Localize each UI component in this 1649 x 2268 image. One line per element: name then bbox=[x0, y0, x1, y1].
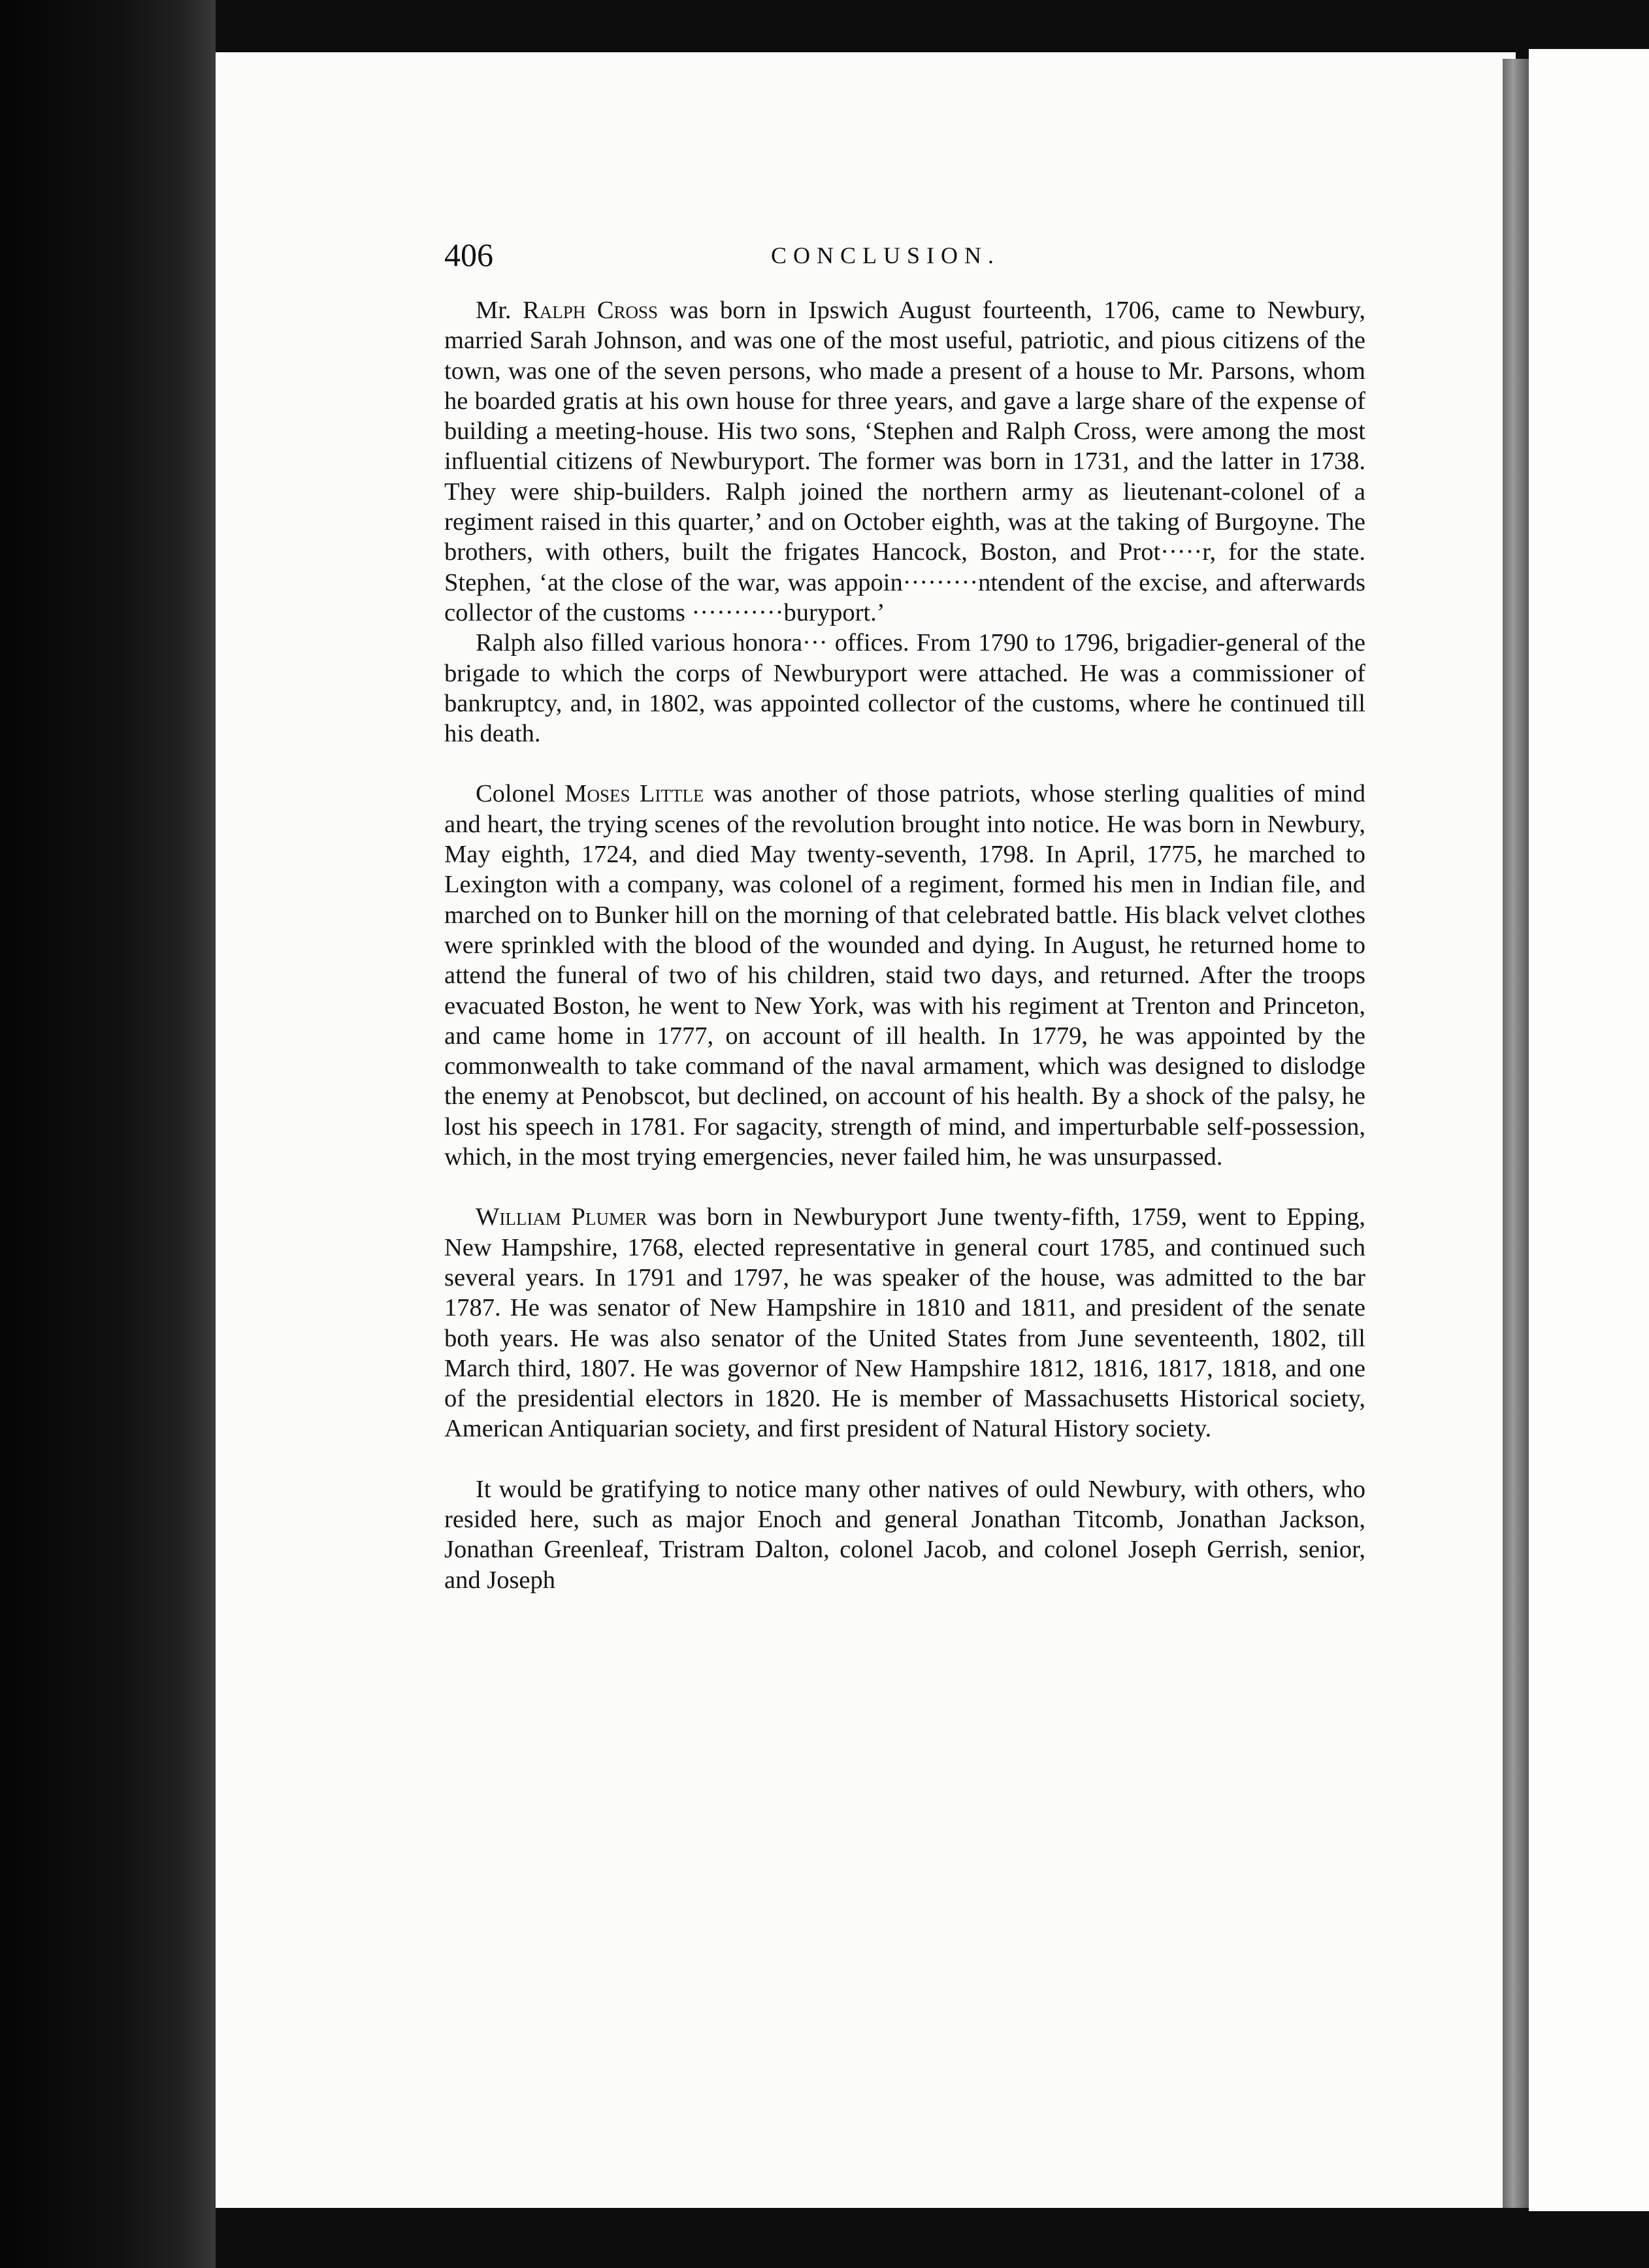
paragraph-text: Ralph also filled various honora··· offices. From 1790 to 1796, brigadier-general of the brigade to which the corps of Newburyport were attached. He was a commissioner of bankruptcy, and, in 1802, was appointed collector of the customs, where he continued till his death. bbox=[444, 629, 1365, 748]
scan-dark-margin bbox=[0, 0, 216, 2268]
page-gutter-shadow bbox=[1503, 59, 1529, 2208]
paragraph-text: was another of those patriots, whose sterling qualities of mind and heart, the trying scenes of the revolution brought into notice. He was born in Newbury, May eighth, 1724, and died May twenty-seventh, 1798. In April, 1775, he marched to Lexington with a company, was colonel of a regiment, formed his men in Indian file, and marched on to Bunker hill on the morning of that celebrated battle. His black velvet clothes were sprinkled with the blood of the wounded and dying. In August, he returned home to attend the funeral of two of his children, staid two days, and returned. After the troops evacuated Boston, he went to New York, was with his regiment at Trenton and Princeton, and came home in 1777, on account of ill health. In 1779, he was appointed by the commonwealth to take command of the naval armament, which was designed to dislodge the enemy at Penobscot, but declined, on account of his health. By a shock of the palsy, he lost his speech in 1781. For sagacity, strength of mind, and imperturbable self-possession, which, in the most trying emergencies, never failed him, he was unsurpassed. bbox=[444, 780, 1365, 1171]
facing-page-edge bbox=[1529, 49, 1649, 2211]
paragraph-other-natives bbox=[444, 1474, 1365, 1595]
running-head: CONCLUSION. bbox=[771, 242, 1001, 268]
paragraph-text: was born in Newburyport June twenty-fifth, 1759, went to Epping, New Hampshire, 1768, elected representative in general court 1785, and continued such several years. In 1791 and 1797, he was speaker of the house, was admitted to the bar 1787. He was senator of New Hampshire in 1810 and 1811, and president of the senate both years. He was also senator of the United States from June seventeenth, 1802, till March third, 1807. He was governor of New Hampshire 1812, 1816, 1817, 1818, and one of the presidential electors in 1820. He is member of Massachusetts Historical society, American Antiquarian society, and first president of Natural History society. bbox=[444, 1203, 1365, 1443]
paragraph-text: It would be gratifying to notice many other natives of ould Newbury, with others, who resided here, such as major Enoch and general Jonathan Titcomb, Jonathan Jackson, Jonathan Greenleaf, Tristram Dalton, colonel Jacob, and colonel Joseph Gerrish, senior, and Joseph bbox=[444, 1475, 1365, 1594]
person-name: William Plumer bbox=[476, 1203, 647, 1231]
paragraph-text: Colonel bbox=[476, 780, 565, 808]
paragraph-text: was born in Ipswich August fourteenth, 1706, came to Newbury, married Sarah Johnson, and was one of the most useful, patriotic, and pious citizens of the town, was one of the seven persons, who made a present of a house to Mr. Parsons, whom he boarded gratis at his own house for three years, and gave a large share of the expense of building a meeting-house. His two sons, ‘Stephen and Ralph Cross, were among the most influential citizens of Newburyport. The former was born in 1731, and the latter in 1738. They were ship-builders. Ralph joined the northern army as lieutenant-colonel of a regiment raised in this quarter,’ and on October eighth, was at the taking of Burgoyne. The brothers, with others, built the frigates Hancock, Boston, and Prot·····r, for the state. Stephen, ‘at the close of the war, was appoin·········ntendent of the excise, and afterwards collector of the customs ···········buryport.’ bbox=[444, 297, 1365, 626]
body-text bbox=[444, 295, 1365, 1595]
person-name: Ralph Cross bbox=[523, 297, 659, 324]
paragraph-ralph-cross bbox=[444, 295, 1365, 628]
paragraph-william-plumer bbox=[444, 1202, 1365, 1444]
paragraph-ralph-offices bbox=[444, 628, 1365, 749]
person-name: Moses Little bbox=[564, 780, 704, 808]
paragraph-text: Mr. bbox=[476, 297, 523, 324]
page-header bbox=[444, 235, 1372, 274]
paragraph-moses-little bbox=[444, 779, 1365, 1172]
page-number: 406 bbox=[444, 236, 493, 273]
